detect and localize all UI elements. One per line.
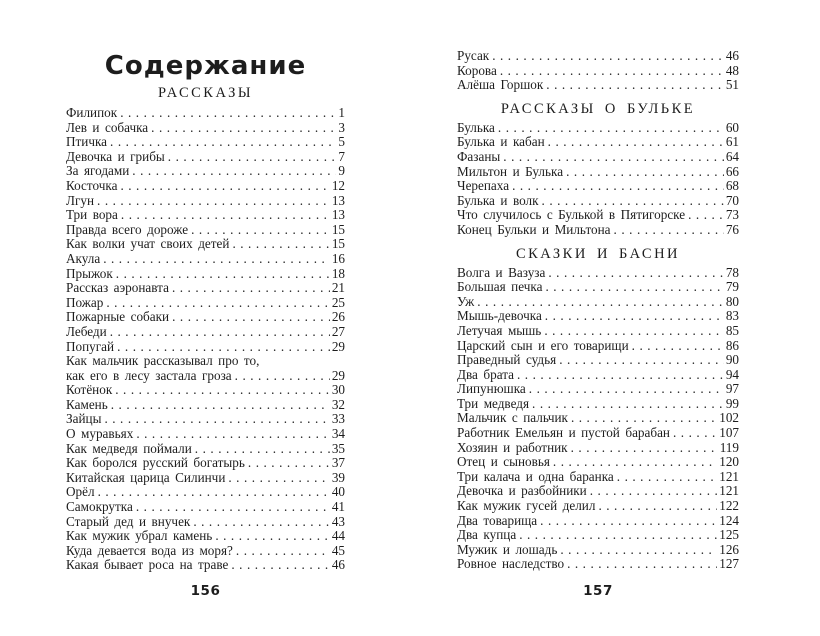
toc-entry-title: Филипок — [66, 105, 118, 120]
right-toc-sections — [457, 0, 739, 572]
toc-entry — [457, 165, 739, 180]
toc-entry-page: 76 — [725, 221, 739, 237]
toc-entry — [66, 456, 345, 471]
toc-entry — [457, 484, 739, 499]
toc-entry-page: 90 — [725, 352, 739, 368]
toc-entry-title: Куда девается вода из моря? — [66, 542, 233, 558]
toc-entry-title: Царский сын и его товарищи — [457, 337, 629, 353]
toc-entry-title: Птичка — [66, 134, 108, 150]
toc-entry-title: Алёша Горшок — [457, 77, 544, 93]
leader-dots — [233, 544, 330, 559]
leader-dots — [129, 164, 336, 179]
leader-dots — [101, 412, 329, 427]
toc-entry — [457, 353, 739, 368]
toc-entry — [66, 135, 345, 150]
toc-entry-title: Отец и сыновья — [457, 454, 550, 470]
toc-entry — [66, 398, 345, 413]
toc-entry — [457, 441, 739, 456]
toc-entry-page: 102 — [719, 410, 739, 426]
leader-dots — [133, 427, 330, 442]
toc-entry-title: Как мужик убрал камень — [66, 528, 213, 544]
toc-entry — [66, 150, 345, 165]
toc-entry-page: 119 — [719, 439, 739, 455]
toc-entry-page: 5 — [338, 134, 345, 150]
leader-dots — [500, 150, 724, 165]
toc-entry-title: Летучая мышь — [457, 322, 542, 338]
toc-entry-page: 121 — [719, 468, 739, 484]
toc-entry-page: 86 — [725, 337, 739, 353]
leader-dots — [526, 382, 724, 397]
toc-entry-page: 25 — [331, 294, 345, 310]
toc-entry — [457, 78, 739, 93]
toc-entry-page: 107 — [719, 425, 739, 441]
toc-entry — [66, 515, 345, 530]
leader-dots — [103, 296, 329, 311]
leader-dots — [542, 309, 724, 324]
toc-entry-title: Косточка — [66, 177, 118, 193]
leader-dots — [564, 557, 717, 572]
section-heading: РАССКАЗЫ — [158, 85, 253, 101]
toc-entry-title: Три калача и одна баранка — [457, 468, 614, 484]
leader-dots — [541, 324, 723, 339]
leader-dots — [169, 281, 330, 296]
leader-dots — [192, 442, 330, 457]
leader-dots — [611, 223, 724, 238]
toc-entry-title: Орёл — [66, 484, 95, 500]
toc-entry — [66, 267, 345, 282]
toc-entry-title: Мужик и лошадь — [457, 541, 558, 557]
leader-dots — [474, 295, 724, 310]
toc-entry-page: 126 — [719, 541, 739, 557]
toc-entry-title: Старый дед и внучек — [66, 513, 191, 529]
toc-entry-page: 15 — [331, 236, 345, 252]
toc-entry-page: 35 — [331, 440, 345, 456]
toc-entry-page: 7 — [338, 148, 345, 164]
toc-entry-page: 127 — [719, 556, 739, 572]
toc-entry — [457, 194, 739, 209]
toc-entry — [457, 382, 739, 397]
toc-entry-page: 60 — [725, 119, 739, 135]
toc-entry-page: 68 — [725, 178, 739, 194]
toc-entry-title: Хозяин и работник — [457, 439, 568, 455]
toc-entry-title: Русак — [457, 48, 490, 63]
toc-entry — [457, 528, 739, 543]
toc-entry-page: 30 — [331, 382, 345, 398]
toc-entry-page: 124 — [719, 512, 739, 528]
leader-dots — [563, 165, 724, 180]
leader-dots — [114, 340, 330, 355]
toc-entry — [457, 557, 739, 572]
toc-entry-page: 15 — [331, 221, 345, 237]
leader-dots — [568, 411, 717, 426]
leader-dots — [188, 223, 330, 238]
toc-entry-page: 34 — [331, 426, 345, 442]
toc-entry-title: Три медведя — [457, 395, 530, 411]
toc-entry — [457, 426, 739, 441]
toc-entry — [457, 179, 739, 194]
toc-entry — [457, 543, 739, 558]
leader-dots — [95, 485, 330, 500]
toc-entry-title: Ровное наследство — [457, 556, 565, 572]
toc-entry — [457, 368, 739, 383]
section-heading: РАССКАЗЫ О БУЛЬКЕ — [500, 100, 696, 117]
toc-entry-title: Работник Емельян и пустой барабан — [457, 425, 670, 441]
toc-entry — [66, 208, 345, 223]
left-page — [66, 0, 345, 636]
toc-entry — [457, 150, 739, 165]
toc-entry-page: 83 — [725, 308, 739, 324]
leader-dots — [94, 194, 330, 209]
toc-entry-title: Пожарные собаки — [66, 309, 170, 325]
toc-entry-title: Булька и волк — [457, 192, 539, 208]
toc-entry-page: 3 — [338, 119, 345, 135]
toc-entry-page: 51 — [725, 77, 739, 93]
toc-entry-title: Уж — [457, 293, 475, 309]
toc-entry-title: Самокрутка — [66, 499, 133, 515]
leader-dots — [557, 543, 717, 558]
leader-dots — [543, 78, 724, 93]
toc-entry-page: 18 — [331, 265, 345, 281]
toc-entry-page: 26 — [331, 309, 345, 325]
toc-entry-page: 13 — [331, 207, 345, 223]
toc-entry-title: Мальчик с пальчик — [457, 410, 568, 426]
toc-entry-page: 94 — [725, 366, 739, 382]
leader-dots — [225, 471, 329, 486]
toc-entry-page: 1 — [338, 105, 345, 120]
toc-entry — [457, 64, 739, 79]
leader-dots — [537, 514, 717, 529]
toc-entry-title: Праведный судья — [457, 352, 557, 368]
toc-entry-page: 32 — [331, 396, 345, 412]
toc-entry-title: Девочка и грибы — [66, 148, 165, 164]
toc-entry-page: 29 — [331, 367, 345, 383]
leader-dots — [514, 368, 724, 383]
leader-dots — [629, 339, 724, 354]
toc-entry-title: Какая бывает роса на траве — [66, 557, 229, 573]
toc-entry-page: 48 — [725, 62, 739, 78]
leader-dots — [107, 135, 336, 150]
toc-entry-page: 120 — [719, 454, 739, 470]
toc-entry-title: Мышь-девочка — [457, 308, 542, 324]
toc-entry-title: Липунюшка — [457, 381, 526, 397]
toc-entry — [66, 558, 345, 573]
leader-dots — [113, 267, 330, 282]
toc-entry-page: 9 — [338, 163, 345, 179]
toc-entry — [457, 455, 739, 470]
toc-entry-page: 37 — [331, 455, 345, 471]
toc-entry-title: Как волки учат своих детей — [66, 236, 230, 252]
toc-entry-title: Черепаха — [457, 178, 510, 194]
leader-dots — [165, 150, 337, 165]
toc-entry — [457, 411, 739, 426]
leader-dots — [614, 470, 717, 485]
leader-dots — [212, 529, 329, 544]
toc-entry-title: Два товарища — [457, 512, 538, 528]
leader-dots — [545, 266, 723, 281]
toc-entry — [66, 427, 345, 442]
toc-entry — [66, 296, 345, 311]
leader-dots — [495, 121, 724, 136]
toc-entry-title: Большая печка — [457, 279, 543, 295]
toc-entry-page: 16 — [331, 250, 345, 266]
toc-entry — [66, 121, 345, 136]
toc-entry-title: Девочка и разбойники — [457, 483, 587, 499]
toc-entry — [66, 310, 345, 325]
toc-entry-title: Два брата — [457, 366, 514, 382]
toc-entry — [66, 281, 345, 296]
toc-entry-title: как его в лесу застала гроза — [66, 367, 232, 383]
toc-entry — [457, 223, 739, 238]
toc-entry-page: 121 — [719, 483, 739, 499]
toc-entry-title: Лгун — [66, 192, 95, 208]
toc-entry-title: Мильтон и Булька — [457, 163, 564, 179]
toc-entry — [66, 325, 345, 340]
toc-entry-title: Попугай — [66, 338, 115, 354]
toc-entry-title: Правда всего дороже — [66, 221, 189, 237]
toc-entry-page: 12 — [331, 177, 345, 193]
toc-entry — [457, 121, 739, 136]
leader-dots — [545, 135, 724, 150]
toc-entry-title: Прыжок — [66, 265, 113, 281]
leader-dots — [670, 426, 717, 441]
page-title: Содержание — [104, 51, 307, 81]
toc-entry — [457, 208, 739, 223]
toc-entry — [66, 485, 345, 500]
toc-entry-title: За ягодами — [66, 163, 130, 179]
toc-entry — [66, 529, 345, 544]
leader-dots — [148, 121, 336, 136]
toc-entry — [457, 339, 739, 354]
toc-entry-page: 46 — [331, 557, 345, 573]
toc-entry — [66, 340, 345, 355]
toc-entry-page: 99 — [725, 395, 739, 411]
toc-entry-page: 45 — [331, 542, 345, 558]
toc-entry — [66, 179, 345, 194]
toc-entry-title: Три вора — [66, 207, 118, 223]
toc-entry — [457, 397, 739, 412]
toc-entry-title: Пожар — [66, 294, 104, 310]
toc-entry-page: 40 — [331, 484, 345, 500]
toc-entry-title: Фазаны — [457, 148, 501, 164]
toc-entry — [457, 135, 739, 150]
toc-entry-page: 66 — [725, 163, 739, 179]
toc-entry-page: 79 — [725, 279, 739, 295]
toc-entry — [66, 544, 345, 559]
toc-entry-page: 13 — [331, 192, 345, 208]
leader-dots — [117, 106, 336, 121]
toc-entry-title: О муравьях — [66, 426, 134, 442]
toc-entry — [66, 442, 345, 457]
leader-dots — [228, 558, 329, 573]
toc-entry-page: 39 — [331, 469, 345, 485]
toc-entry-title: Лебеди — [66, 323, 107, 339]
leader-dots — [685, 208, 724, 223]
leader-dots — [568, 441, 718, 456]
toc-entry-title: Конец Бульки и Мильтона — [457, 221, 611, 237]
leader-dots — [117, 179, 329, 194]
toc-entry-page: 78 — [725, 264, 739, 280]
leader-dots — [107, 325, 330, 340]
toc-entry-title: Рассказ аэронавта — [66, 280, 169, 296]
toc-entry-title: Как мужик гусей делил — [457, 498, 596, 514]
toc-entry — [66, 252, 345, 267]
leader-dots — [529, 397, 724, 412]
toc-entry-title: Булька — [457, 119, 495, 135]
left-page-number: 156 — [190, 583, 221, 599]
toc-entry-title: Котёнок — [66, 382, 113, 398]
toc-entry — [457, 266, 739, 281]
toc-entry — [66, 237, 345, 252]
toc-entry-page: 64 — [725, 148, 739, 164]
toc-entry-page: 41 — [331, 499, 345, 515]
leader-dots — [169, 310, 330, 325]
toc-entry — [457, 514, 739, 529]
toc-entry-page: 61 — [725, 134, 739, 150]
toc-entry-title: Зайцы — [66, 411, 102, 427]
toc-entry-title: Волга и Вазуза — [457, 264, 546, 280]
toc-entry-first-line: Как мальчик рассказывал про то, — [66, 353, 260, 369]
toc-entry-page: 43 — [331, 513, 345, 529]
toc-entry — [457, 309, 739, 324]
right-page-number: 157 — [583, 583, 613, 599]
toc-entry-page: 44 — [331, 528, 345, 544]
toc-entry-page: 29 — [331, 338, 345, 354]
toc-entry-page: 33 — [331, 411, 345, 427]
toc-entry — [457, 295, 739, 310]
toc-entry — [66, 471, 345, 486]
toc-entry — [457, 49, 739, 64]
leader-dots — [245, 456, 330, 471]
leader-dots — [108, 398, 330, 413]
leader-dots — [587, 484, 717, 499]
left-toc-sections — [66, 85, 345, 573]
leader-dots — [232, 369, 330, 384]
toc-entry — [66, 412, 345, 427]
leader-dots — [497, 64, 724, 79]
right-page — [457, 0, 739, 636]
leader-dots — [190, 515, 329, 530]
toc-entry-title: Что случилось с Булькой в Пятигорске — [457, 207, 686, 223]
leader-dots — [595, 499, 717, 514]
toc-entry-title: Камень — [66, 396, 108, 412]
toc-entry — [457, 470, 739, 485]
toc-entry-page: 46 — [725, 48, 739, 63]
toc-entry-title: Булька и кабан — [457, 134, 545, 150]
toc-entry-page: 73 — [725, 207, 739, 223]
leader-dots — [516, 528, 717, 543]
toc-entry-title: Лев и собачка — [66, 119, 149, 135]
leader-dots — [100, 252, 330, 267]
toc-entry-title: Как медведя поймали — [66, 440, 192, 456]
leader-dots — [489, 49, 724, 64]
toc-entry — [66, 223, 345, 238]
toc-entry — [457, 324, 739, 339]
toc-entry-title: Китайская царица Силинчи — [66, 469, 226, 485]
toc-entry — [66, 369, 345, 384]
toc-entry-page: 85 — [725, 322, 739, 338]
leader-dots — [133, 500, 330, 515]
toc-entry-page: 122 — [719, 498, 739, 514]
leader-dots — [550, 455, 717, 470]
toc-entry — [457, 499, 739, 514]
toc-entry — [457, 280, 739, 295]
leader-dots — [229, 237, 329, 252]
toc-entry-page: 70 — [725, 192, 739, 208]
toc-entry-page: 27 — [331, 323, 345, 339]
leader-dots — [542, 280, 723, 295]
toc-entry — [66, 500, 345, 515]
toc-entry-page: 125 — [719, 527, 739, 543]
toc-entry — [66, 164, 345, 179]
toc-entry-page: 21 — [331, 280, 345, 296]
toc-entry-title: Акула — [66, 250, 101, 266]
section-heading: СКАЗКИ И БАСНИ — [515, 245, 681, 262]
leader-dots — [118, 208, 330, 223]
leader-dots — [112, 383, 330, 398]
toc-entry-title: Корова — [457, 62, 497, 78]
toc-entry-title: Два купца — [457, 527, 517, 543]
leader-dots — [509, 179, 724, 194]
toc-entry — [66, 383, 345, 398]
toc-entry-page: 97 — [725, 381, 739, 397]
toc-entry — [66, 106, 345, 121]
toc-entry-title: Как боролся русский богатырь — [66, 455, 245, 471]
leader-dots — [539, 194, 724, 209]
toc-entry — [66, 194, 345, 209]
leader-dots — [556, 353, 724, 368]
toc-entry-page: 80 — [725, 293, 739, 309]
